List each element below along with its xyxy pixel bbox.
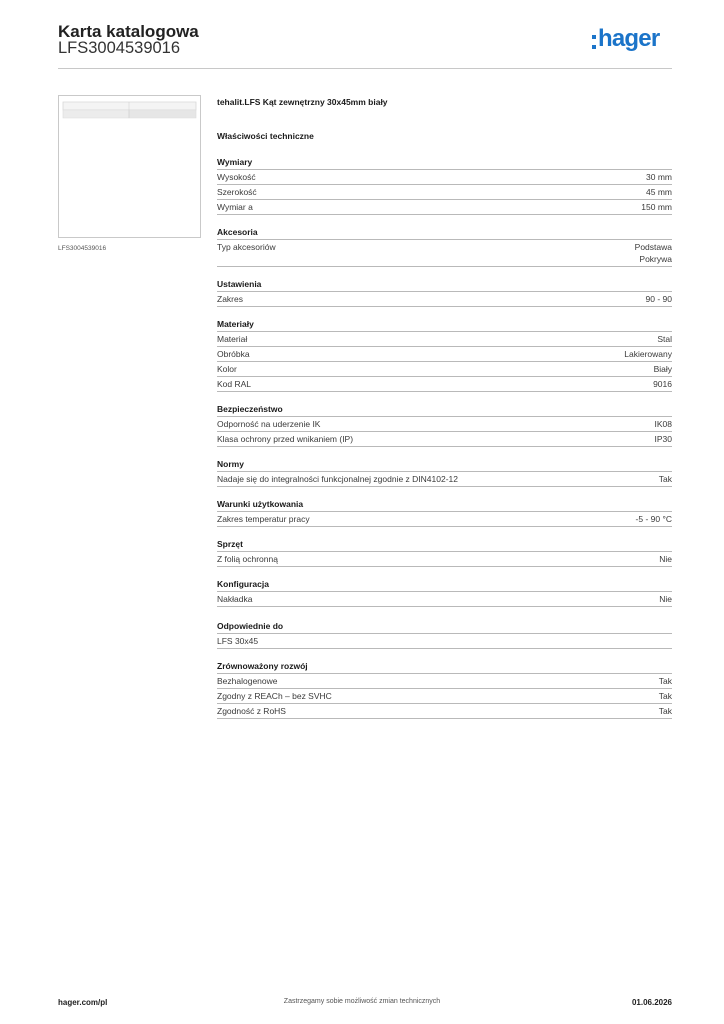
spec-row — [217, 552, 672, 567]
spec-value — [654, 363, 672, 375]
spec-label: Obróbka — [217, 349, 250, 359]
spec-value-line: Nie — [659, 554, 672, 564]
group-title: Wymiary — [217, 156, 672, 170]
group-title: Odpowiednie do — [217, 620, 672, 634]
spec-value-line: Biały — [653, 364, 672, 374]
spec-row — [217, 377, 672, 392]
spec-value — [635, 241, 672, 265]
spec-group — [217, 578, 672, 607]
spec-label: Nadaje się do integralności funkcjonalnej zgodnie z DIN4102-12 — [217, 474, 458, 484]
group-title: Akcesoria — [217, 226, 672, 240]
spec-value-line: 90 - 90 — [645, 294, 672, 304]
group-title: Sprzęt — [217, 538, 672, 552]
spec-row — [217, 704, 672, 719]
spec-value — [636, 513, 672, 525]
spec-value — [655, 433, 673, 445]
spec-value — [646, 171, 672, 183]
spec-value — [646, 293, 672, 305]
spec-row — [217, 292, 672, 307]
spec-label: Z folią ochronną — [217, 554, 278, 564]
spec-group — [217, 156, 672, 215]
spec-label: Kod RAL — [217, 379, 252, 389]
spec-value — [659, 675, 672, 687]
spec-heading: Właściwości techniczne — [217, 131, 314, 141]
spec-row — [217, 347, 672, 362]
spec-value-line: Lakierowany — [624, 349, 672, 359]
product-name: tehalit.LFS Kąt zewnętrzny 30x45mm biały — [217, 97, 388, 107]
spec-value-line: 30 mm — [646, 172, 672, 182]
extra-groups — [217, 620, 672, 719]
spec-row — [217, 200, 672, 215]
spec-group — [217, 278, 672, 307]
spec-row — [217, 512, 672, 527]
spec-value-line: IK08 — [654, 419, 672, 429]
spec-group — [217, 498, 672, 527]
spec-row — [217, 634, 672, 649]
logo-text: hager — [598, 25, 660, 52]
spec-row — [217, 432, 672, 447]
spec-label: Zgodność z RoHS — [217, 706, 286, 716]
spec-group — [217, 318, 672, 392]
spec-row — [217, 185, 672, 200]
spec-label: Nakładka — [217, 594, 253, 604]
spec-row — [217, 170, 672, 185]
header-title: Karta katalogowa — [58, 22, 199, 41]
spec-label: Zakres temperatur pracy — [217, 514, 310, 524]
spec-group — [217, 660, 672, 719]
spec-label: Wysokość — [217, 172, 256, 182]
logo-dots-icon — [592, 35, 597, 50]
spec-value-line: Stal — [657, 334, 672, 344]
spec-label: LFS 30x45 — [217, 636, 259, 646]
spec-row — [217, 240, 672, 267]
spec-row — [217, 689, 672, 704]
spec-group — [217, 620, 672, 649]
spec-label: Wymiar a — [217, 202, 253, 212]
spec-label: Szerokość — [217, 187, 257, 197]
spec-value — [659, 553, 672, 565]
group-title: Normy — [217, 458, 672, 472]
hager-logo[interactable] — [592, 25, 674, 54]
spec-row — [217, 362, 672, 377]
footer-website[interactable]: hager.com/pl — [58, 998, 108, 1007]
spec-label: Zgodny z REACh – bez SVHC — [217, 691, 332, 701]
spec-group — [217, 538, 672, 567]
header-divider — [58, 68, 672, 69]
spec-value-line: Tak — [658, 706, 672, 716]
group-title: Warunki użytkowania — [217, 498, 672, 512]
group-title: Zrównoważony rozwój — [217, 660, 672, 674]
footer-disclaimer: Zastrzegamy sobie możliwość zmian technicznych — [283, 998, 441, 1005]
spec-groups — [217, 156, 672, 607]
group-title: Bezpieczeństwo — [217, 403, 672, 417]
spec-value — [657, 333, 672, 345]
spec-label: Klasa ochrony przed wnikaniem (IP) — [217, 434, 354, 444]
spec-label: Materiał — [217, 334, 248, 344]
spec-value — [653, 378, 672, 390]
spec-value — [624, 348, 672, 360]
spec-value — [655, 418, 673, 430]
spec-row — [217, 674, 672, 689]
spec-value — [659, 705, 672, 717]
spec-row — [217, 417, 672, 432]
spec-group — [217, 226, 672, 267]
spec-label: Typ akcesoriów — [217, 242, 276, 252]
spec-sheet — [217, 96, 672, 730]
spec-value — [659, 473, 672, 485]
spec-group — [217, 458, 672, 487]
product-image — [58, 95, 201, 238]
spec-row — [217, 472, 672, 487]
document-code: LFS3004539016 — [58, 39, 181, 57]
group-title: Konfiguracja — [217, 578, 672, 592]
spec-value-line: Tak — [658, 474, 672, 484]
spec-value-line: Tak — [658, 691, 672, 701]
image-caption: LFS3004539016 — [58, 245, 107, 252]
spec-value-line: Tak — [658, 676, 672, 686]
spec-row — [217, 592, 672, 607]
spec-value-line: Podstawa — [634, 242, 672, 252]
spec-value — [641, 201, 672, 213]
spec-group — [217, 403, 672, 447]
spec-value-line: IP30 — [654, 434, 672, 444]
spec-value — [659, 690, 672, 702]
spec-value — [659, 593, 672, 605]
spec-label: Bezhalogenowe — [217, 676, 278, 686]
spec-value-line: 9016 — [653, 379, 672, 389]
spec-label: Kolor — [217, 364, 237, 374]
spec-value-line: -5 - 90 °C — [635, 514, 672, 524]
spec-value-line: Nie — [659, 594, 672, 604]
group-title: Materiały — [217, 318, 672, 332]
footer-date: 01.06.2026 — [631, 998, 672, 1007]
spec-row — [217, 332, 672, 347]
spec-value — [646, 186, 672, 198]
spec-value-line: Pokrywa — [639, 254, 672, 264]
spec-label: Odporność na uderzenie IK — [217, 419, 321, 429]
spec-label: Zakres — [217, 294, 243, 304]
spec-value-line: 45 mm — [646, 187, 672, 197]
group-title: Ustawienia — [217, 278, 672, 292]
spec-value-line: 150 mm — [641, 202, 672, 212]
corner-profile-icon — [59, 96, 200, 237]
